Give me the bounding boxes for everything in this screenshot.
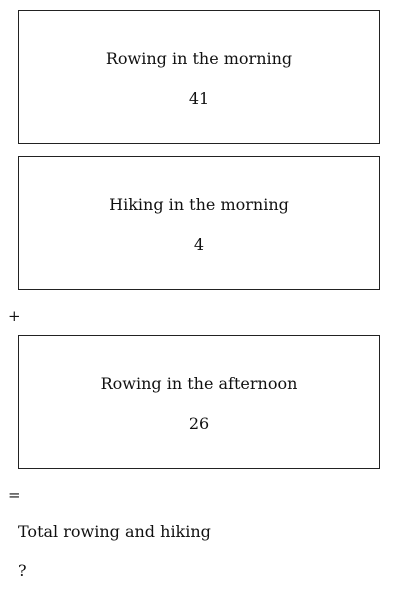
card-value: 4 — [193, 235, 205, 254]
card-label: Rowing in the afternoon — [100, 374, 298, 393]
total-value: ? — [18, 561, 27, 580]
card-hiking-morning — [18, 156, 380, 290]
card-rowing-morning — [18, 10, 380, 144]
plus-operator: + — [8, 307, 21, 325]
card-label: Rowing in the morning — [105, 49, 293, 68]
card-value: 41 — [188, 89, 210, 108]
card-value: 26 — [188, 414, 210, 433]
card-label: Hiking in the morning — [109, 195, 289, 214]
card-rowing-afternoon — [18, 335, 380, 469]
equals-operator: = — [8, 486, 21, 504]
total-label: Total rowing and hiking — [18, 522, 211, 541]
